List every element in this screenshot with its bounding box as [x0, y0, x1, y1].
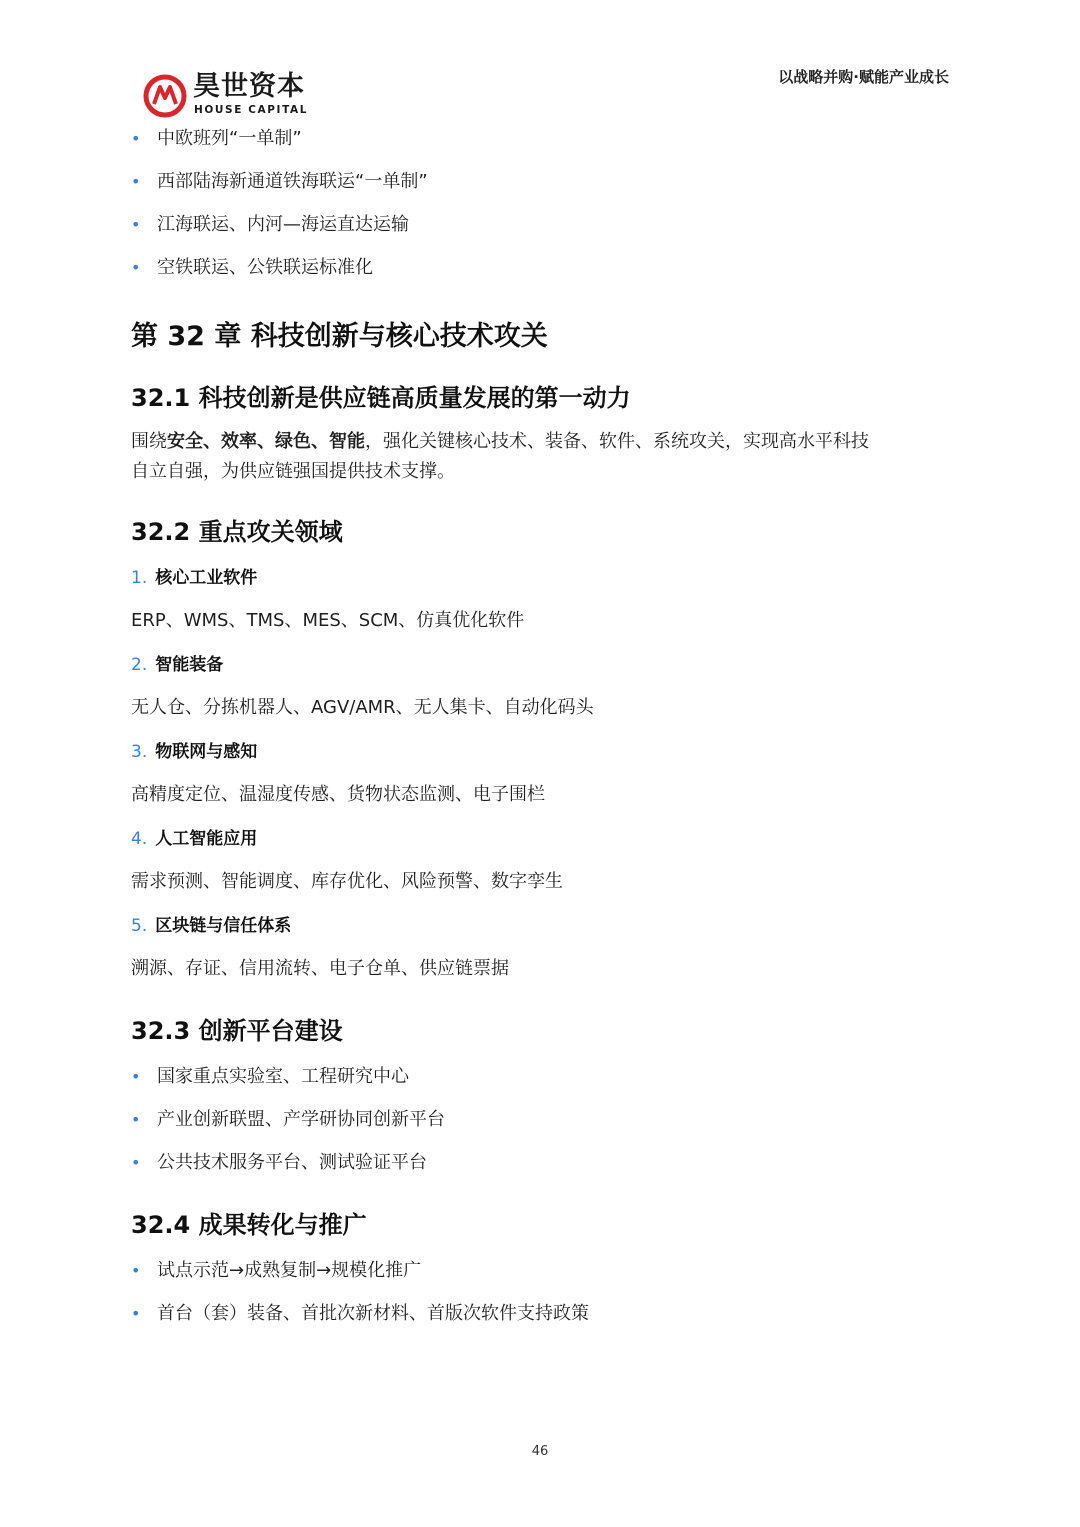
numbered-item-title: 5. 区块链与信任体系 [131, 916, 292, 936]
section-title-32-1: 32.1 科技创新是供应链高质量发展的第一动力 [131, 384, 631, 412]
chapter-title: 第 32 章 科技创新与核心技术攻关 [131, 321, 548, 352]
item-number: 4. [131, 829, 148, 849]
logo-emblem-icon [143, 74, 187, 118]
bullet-icon: • [131, 1304, 141, 1323]
bullet-icon: • [131, 215, 141, 234]
bullet-icon: • [131, 1261, 141, 1280]
list-item [131, 126, 951, 152]
list-item-text: 空铁联运、公铁联运标准化 [157, 257, 373, 278]
numbered-item-desc: 需求预测、智能调度、库存优化、风险预警、数字孪生 [131, 871, 563, 892]
list-item [131, 1258, 951, 1284]
list-item-text: 中欧班列“一单制” [157, 128, 302, 149]
numbered-item-title: 1. 核心工业软件 [131, 568, 258, 588]
numbered-item-desc: 高精度定位、温湿度传感、货物状态监测、电子围栏 [131, 784, 545, 805]
list-item [131, 1107, 951, 1133]
list-item [131, 212, 951, 238]
list-item [131, 1301, 951, 1327]
section-title-32-2: 32.2 重点攻关领域 [131, 518, 343, 546]
numbered-item-desc: 无人仓、分拣机器人、AGV/AMR、无人集卡、自动化码头 [131, 697, 594, 718]
list-item [131, 1064, 951, 1090]
list-item [131, 169, 951, 195]
paragraph-emphasis: 安全、效率、绿色、智能 [167, 431, 365, 452]
paragraph-text: ，强化关键核心技术、装备、软件、系统攻关，实现高水平科技 [365, 431, 869, 452]
item-number: 3. [131, 742, 148, 762]
numbered-item-title: 4. 人工智能应用 [131, 829, 258, 849]
bullet-icon: • [131, 1067, 141, 1086]
page-content [131, 126, 951, 1327]
list-item-text: 产业创新联盟、产学研协同创新平台 [157, 1109, 445, 1130]
section-title-32-4: 32.4 成果转化与推广 [131, 1211, 367, 1239]
list-item [131, 255, 951, 281]
logo-chinese-name: 昊世资本 [193, 71, 305, 102]
item-number: 1. [131, 568, 148, 588]
list-item-text: 西部陆海新通道铁海联运“一单制” [157, 171, 428, 192]
item-number: 5. [131, 916, 148, 936]
header-slogan: 以战略并购·赋能产业成长 [778, 68, 949, 86]
bullet-icon: • [131, 172, 141, 191]
list-item-text: 首台（套）装备、首批次新材料、首版次软件支持政策 [157, 1303, 589, 1324]
paragraph-prefix: 围绕 [131, 431, 167, 452]
logo-english-name: HOUSE CAPITAL [194, 104, 309, 116]
list-item-text: 试点示范→成熟复制→规模化推广 [157, 1260, 422, 1281]
page-number: 46 [531, 1444, 549, 1459]
bullet-icon: • [131, 129, 141, 148]
numbered-item-desc: 溯源、存证、信用流转、电子仓单、供应链票据 [131, 958, 509, 979]
section-paragraph [131, 427, 951, 487]
numbered-item-desc: ERP、WMS、TMS、MES、SCM、仿真优化软件 [131, 610, 525, 631]
list-item-text: 国家重点实验室、工程研究中心 [157, 1066, 409, 1087]
paragraph-text-2: 自立自强，为供应链强国提供技术支撑。 [131, 461, 455, 482]
bullet-icon: • [131, 258, 141, 277]
bullet-icon: • [131, 1153, 141, 1172]
item-number: 2. [131, 655, 148, 675]
list-item [131, 1150, 951, 1176]
bullet-icon: • [131, 1110, 141, 1129]
numbered-item-title: 2. 智能装备 [131, 655, 224, 675]
list-item-text: 江海联运、内河—海运直达运输 [157, 214, 409, 235]
numbered-item-title: 3. 物联网与感知 [131, 742, 258, 762]
list-item-text: 公共技术服务平台、测试验证平台 [157, 1152, 427, 1173]
section-title-32-3: 32.3 创新平台建设 [131, 1017, 343, 1045]
